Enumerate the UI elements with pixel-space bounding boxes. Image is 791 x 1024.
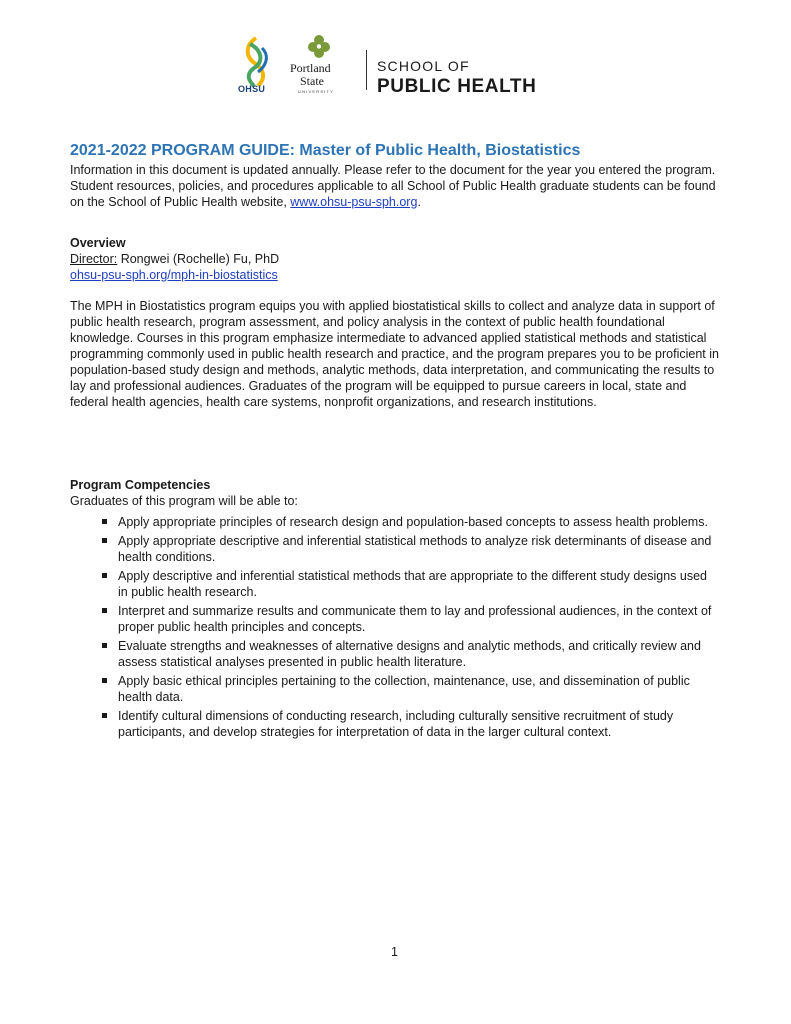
list-item-text: Identify cultural dimensions of conducting research, including culturally sensitive recruitment of study participants, and develop strategies for interpretation of data in the larger cultural context.	[118, 709, 674, 739]
psu-line3: UNIVERSITY	[298, 89, 335, 94]
ohsu-label: OHSU	[238, 84, 266, 94]
competencies-list	[100, 514, 720, 743]
program-link[interactable]: ohsu-psu-sph.org/mph-in-biostatistics	[70, 268, 278, 282]
list-item-text: Apply descriptive and inferential statistical methods that are appropriate to the different study designs used in public health research.	[118, 569, 708, 599]
list-item	[100, 514, 720, 530]
school-name-line2: PUBLIC HEALTH	[377, 76, 537, 97]
list-item-text: Evaluate strengths and weaknesses of alternative designs and analytic methods, and critically review and assess statistical analyses presented in public health literature.	[118, 639, 701, 669]
list-item	[100, 533, 720, 565]
overview-heading: Overview	[70, 236, 126, 250]
header-logos	[232, 32, 552, 102]
bullet-icon	[102, 608, 107, 613]
bullet-icon	[102, 538, 107, 543]
director-line	[70, 251, 720, 267]
competencies-lead: Graduates of this program will be able to:	[70, 494, 298, 508]
list-item-text: Apply appropriate descriptive and inferential statistical methods to analyze risk determinants of disease and health conditions.	[118, 534, 712, 564]
competencies-section	[70, 477, 720, 509]
psu-logo	[286, 34, 358, 100]
overview-section	[70, 235, 720, 283]
list-item	[100, 638, 720, 670]
list-item-text: Interpret and summarize results and communicate them to lay and professional audiences, in the context of proper public health principles and concepts.	[118, 604, 712, 634]
page-number: 1	[391, 945, 398, 959]
list-item	[100, 708, 720, 740]
list-item-text: Apply basic ethical principles pertaining to the collection, maintenance, use, and dissemination of public health data.	[118, 674, 690, 704]
director-label: Director:	[70, 252, 118, 266]
bullet-icon	[102, 713, 107, 718]
list-item	[100, 673, 720, 705]
psu-leaf-icon	[304, 34, 334, 60]
bullet-icon	[102, 573, 107, 578]
list-item	[100, 568, 720, 600]
psu-line2: State	[300, 74, 324, 88]
website-link[interactable]: www.ohsu-psu-sph.org	[290, 195, 418, 209]
list-item	[100, 603, 720, 635]
logo-divider	[366, 50, 367, 90]
bullet-icon	[102, 519, 107, 524]
list-item-text: Apply appropriate principles of research design and population-based concepts to assess health problems.	[118, 515, 708, 529]
director-name: Rongwei (Rochelle) Fu, PhD	[117, 252, 280, 266]
bullet-icon	[102, 678, 107, 683]
overview-text: The MPH in Biostatistics program equips you with applied biostatistical skills to collect and analyze data in support of public health research, program assessment, and policy analysis in the context of public health foundational knowledge. Courses in this program emphasize intermediate to advanced applied statistical methods and statistical programming commonly used in public health research and practice, and the program prepares you to be proficient in population-based study design and methods, analytic methods, data interpretation, and communicating the results to lay and professional audiences. Graduates of the program will be equipped to pursue careers in local, state and federal health agencies, health care systems, nonprofit organizations, and research institutions.	[70, 299, 719, 409]
school-name-line1: SCHOOL OF	[377, 58, 470, 74]
intro-end: .	[417, 195, 421, 209]
bullet-icon	[102, 643, 107, 648]
competencies-heading: Program Competencies	[70, 478, 211, 492]
overview-paragraph	[70, 298, 720, 410]
psu-line1: Portland	[290, 61, 331, 75]
intro-text: Information in this document is updated annually. Please refer to the document for the year you entered the program. Student resources, policies, and procedures applicable to all School of Public Health graduate students can be found on the School of Public Health website,	[70, 163, 716, 209]
intro-paragraph	[70, 162, 720, 210]
page-title: 2021-2022 PROGRAM GUIDE: Master of Public Health, Biostatistics	[70, 142, 581, 159]
